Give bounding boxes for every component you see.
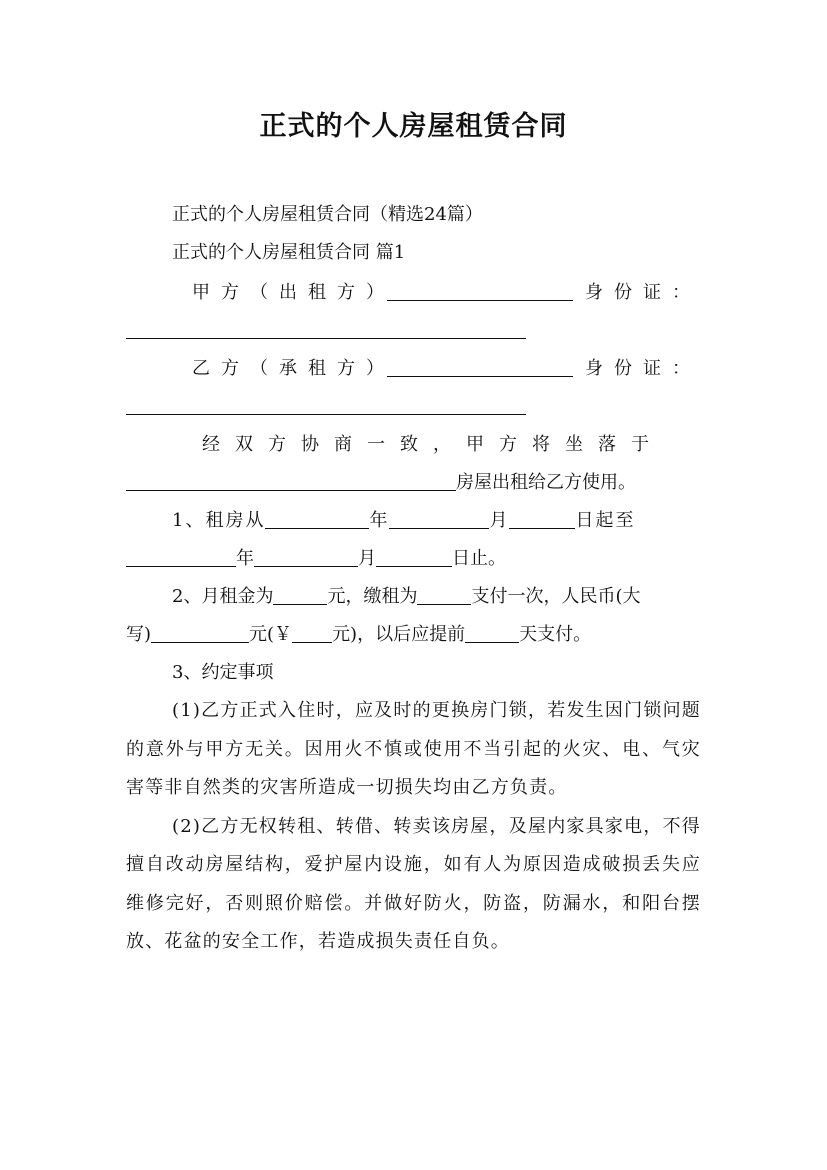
rent-b: 元，缴租为 bbox=[327, 586, 418, 607]
term-month-unit: 月 bbox=[489, 510, 510, 531]
section-3-heading: 3、约定事项 bbox=[172, 662, 274, 683]
party-a-id-line bbox=[126, 312, 701, 350]
term-start-day-blank bbox=[509, 508, 575, 529]
term-start-year-blank bbox=[265, 508, 369, 529]
term-end-year-blank bbox=[126, 546, 236, 567]
term-line bbox=[126, 502, 701, 540]
term-end-year-unit: 年 bbox=[236, 548, 254, 569]
rent-c: 支付一次，人民币(大 bbox=[471, 586, 641, 607]
term-end-day-unit: 日止。 bbox=[452, 548, 506, 569]
party-a-id-label: 身份证： bbox=[585, 282, 701, 303]
rent-amount-blank bbox=[273, 584, 327, 605]
rent-f: 元)，以后应提前 bbox=[332, 624, 466, 645]
party-b-id-blank bbox=[126, 394, 526, 415]
party-a-id-blank bbox=[126, 318, 526, 339]
party-a-name-blank bbox=[387, 280, 573, 301]
term-year-unit: 年 bbox=[369, 510, 390, 531]
agreement-line bbox=[126, 426, 701, 464]
term-line-2 bbox=[126, 540, 701, 578]
rent-e: 元(￥ bbox=[249, 624, 293, 645]
term-end-month-blank bbox=[254, 546, 358, 567]
term-end-month-unit: 月 bbox=[358, 548, 376, 569]
rent-yuan-blank bbox=[292, 622, 332, 643]
agreement-start: 经双方协商一致，甲方将坐落于 bbox=[202, 434, 664, 455]
term-start-month-blank bbox=[389, 508, 489, 529]
rent-g: 天支付。 bbox=[519, 624, 592, 645]
agreement-line-2 bbox=[126, 464, 701, 502]
item-1-paragraph: (1)乙方正式入住时，应及时的更换房门锁，若发生因门锁问题的意外与甲方无关。因用火不慎或使用不当引起的火灾、电、气灾害等非自然类的灾害所造成一切损失均由乙方负责。 bbox=[126, 700, 701, 798]
subtitle-line: 正式的个人房屋租赁合同（精选24篇） bbox=[172, 204, 483, 225]
party-b-id-label: 身份证： bbox=[585, 358, 701, 379]
party-b-name-blank bbox=[387, 356, 573, 377]
item-2-paragraph: (2)乙方无权转租、转借、转卖该房屋，及屋内家具家电，不得擅自改动房屋结构，爱护屋内设施，如有人为原因造成破损丢失应维修完好，否则照价赔偿。并做好防火，防盗，防漏水，和阳台摆放、花盆的安全工作，若造成损失责任自负。 bbox=[126, 815, 701, 952]
rent-line-2 bbox=[126, 616, 701, 654]
party-a-line bbox=[126, 274, 701, 312]
chapter-line: 正式的个人房屋租赁合同 篇1 bbox=[172, 242, 406, 263]
document-body bbox=[126, 196, 701, 962]
agreement-end: 房屋出租给乙方使用。 bbox=[456, 472, 636, 493]
party-b-line bbox=[126, 350, 701, 388]
document-title: 正式的个人房屋租赁合同 bbox=[259, 111, 568, 142]
rent-period-blank bbox=[417, 584, 471, 605]
party-b-label: 乙方（承租方） bbox=[192, 358, 395, 379]
rent-a: 2、月租金为 bbox=[172, 586, 274, 607]
party-a-label: 甲方（出租方） bbox=[192, 282, 395, 303]
address-blank bbox=[126, 470, 456, 491]
rent-advance-blank bbox=[465, 622, 519, 643]
rent-uppercase-blank bbox=[151, 622, 249, 643]
term-day-unit: 日起至 bbox=[575, 510, 636, 531]
term-end-day-blank bbox=[376, 546, 452, 567]
term-start: 1、租房从 bbox=[172, 510, 266, 531]
rent-d: 写) bbox=[126, 624, 152, 645]
rent-line bbox=[126, 578, 701, 616]
party-b-id-line bbox=[126, 388, 701, 426]
